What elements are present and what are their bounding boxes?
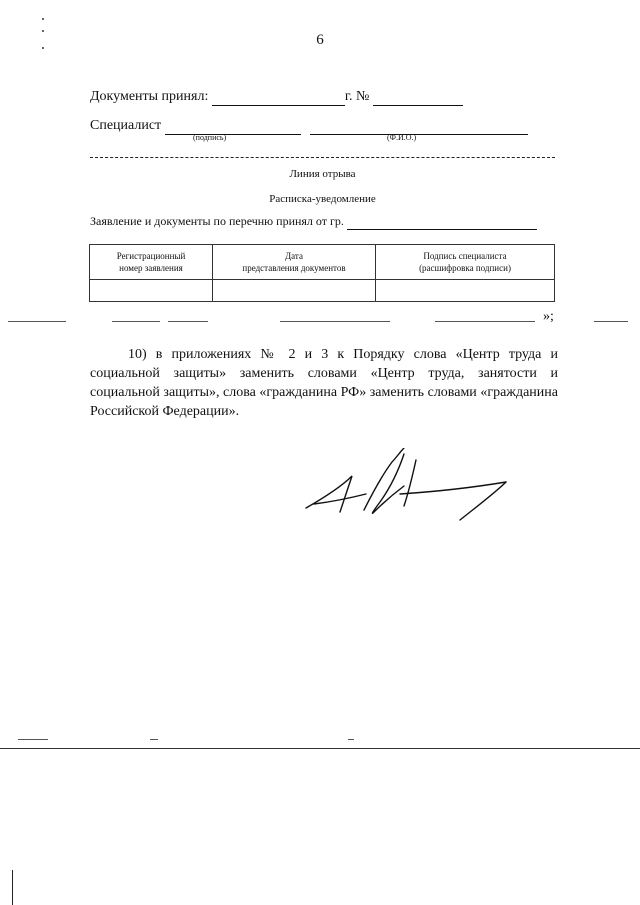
header-line: Регистрационный bbox=[116, 251, 186, 261]
tear-line-label: Линия отрыва bbox=[289, 168, 356, 180]
table-header-row bbox=[90, 245, 555, 280]
tear-off-dashed-line bbox=[90, 157, 555, 158]
scan-edge-line bbox=[0, 748, 640, 749]
specialist-label: Специалист bbox=[90, 118, 162, 133]
signature-icon bbox=[300, 448, 530, 528]
table-cell bbox=[90, 280, 213, 302]
documents-accepted-row bbox=[90, 89, 463, 106]
year-number-label: г. № bbox=[344, 89, 370, 104]
number-blank bbox=[373, 89, 463, 106]
scan-speck bbox=[42, 18, 44, 20]
closing-quote: »; bbox=[543, 309, 554, 324]
registration-table bbox=[89, 244, 555, 302]
documents-accepted-label: Документы принял: bbox=[90, 89, 209, 104]
header-cell-date bbox=[213, 245, 376, 280]
scan-dash bbox=[168, 321, 208, 322]
amendment-paragraph: 10) в приложениях № 2 и 3 к Порядку слова «Центр труда и социальной защиты» заменить словами «Центр труда, занятости и социальной защиты», слова «гражданина РФ» заменить словами «гражданина Российской Федерации». bbox=[90, 347, 558, 419]
scan-dash bbox=[435, 321, 535, 322]
header-line: номер заявления bbox=[119, 263, 183, 273]
accepted-blank bbox=[212, 89, 345, 106]
specialist-row bbox=[90, 118, 528, 135]
scan-dash bbox=[112, 321, 160, 322]
receipt-row bbox=[90, 214, 537, 230]
specialist-signature-blank bbox=[165, 118, 301, 135]
scan-dash bbox=[150, 739, 158, 740]
scan-dash bbox=[8, 321, 66, 322]
scan-dash bbox=[594, 321, 628, 322]
table-cell bbox=[376, 280, 555, 302]
header-cell-signature bbox=[376, 245, 555, 280]
specialist-name-blank bbox=[310, 118, 528, 135]
header-cell-registration bbox=[90, 245, 213, 280]
scan-dash bbox=[348, 739, 354, 740]
page-number: 6 bbox=[316, 32, 324, 48]
table-cell bbox=[213, 280, 376, 302]
header-line: Подпись специалиста bbox=[423, 251, 507, 261]
header-line: Дата bbox=[285, 251, 303, 261]
name-caption: (Ф.И.О.) bbox=[387, 133, 417, 142]
scan-speck bbox=[42, 30, 44, 32]
header-line: (расшифровка подписи) bbox=[419, 263, 511, 273]
receipt-name-blank bbox=[347, 214, 537, 230]
receipt-label: Заявление и документы по перечню принял от гр. bbox=[90, 214, 344, 228]
scan-dash bbox=[280, 321, 390, 322]
header-line: представления документов bbox=[242, 263, 346, 273]
receipt-title: Расписка-уведомление bbox=[269, 193, 376, 205]
signature-caption: (подпись) bbox=[193, 133, 227, 142]
table-row bbox=[90, 280, 555, 302]
scan-speck bbox=[42, 47, 44, 49]
scan-edge-line bbox=[12, 870, 13, 905]
scan-dash bbox=[18, 739, 48, 740]
